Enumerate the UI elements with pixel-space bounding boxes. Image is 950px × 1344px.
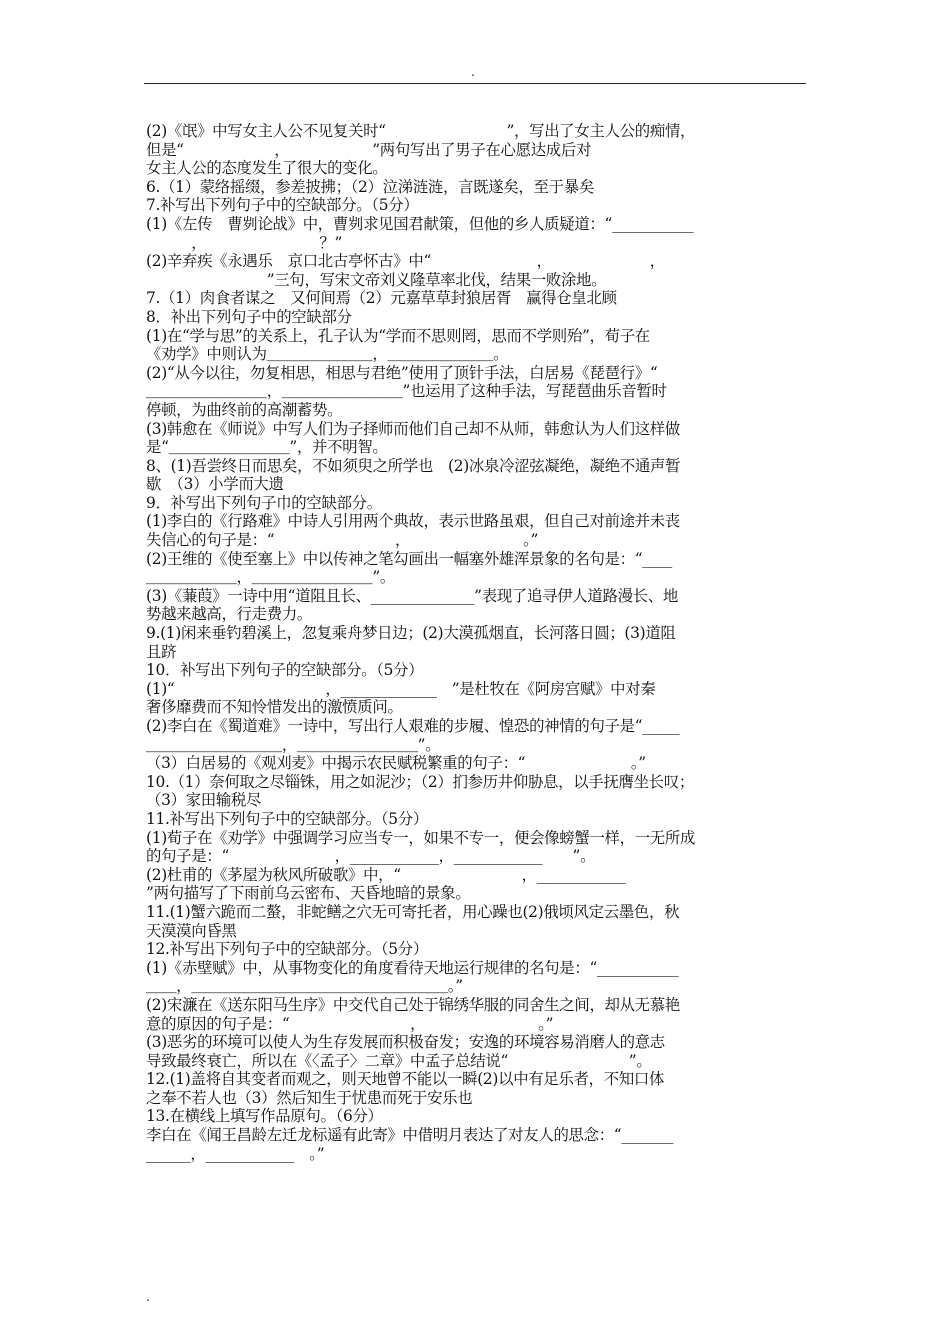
text-line: (2)杜甫的《茅屋为秋风所破歌》中，“ ，____________ [146, 865, 626, 884]
text-line: 10．补写出下列句子的空缺部分。（5分） [146, 661, 424, 680]
text-line: 但是“ ， ”两句写出了男子在心愿达成后对 [146, 140, 592, 159]
text-line: 11.(1)蟹六跪而二螯，非蛇鳝之穴无可寄托者，用心躁也(2)俄顷风定云墨色，秋 [146, 902, 680, 921]
text-line: 13.在横线上填写作品原句。（6分） [146, 1107, 383, 1126]
text-line: 之奉不若人也（3）然后知生于忧患而死于安乐也 [146, 1088, 473, 1107]
text-line: 的句子是：“ ，____________，____________ ”。 [146, 847, 596, 866]
text-line: 女主人公的态度发生了很大的变化。 [146, 159, 388, 178]
text-line: (2)宋濂在《送东阳马生序》中交代自己处于锦绣华服的同舍生之间，却从无慕艳 [146, 995, 680, 1014]
document-body [146, 122, 808, 1163]
text-line: (3)《蒹葭》一诗中用“道阻且长、______________”表现了追寻伊人道路漫长、地 [146, 586, 678, 605]
text-line: 停顿，为曲终前的高潮蓄势。 [146, 400, 343, 419]
text-line: 9．补写出下列句子巾的空缺部分。 [146, 493, 382, 512]
text-line: (3)恶劣的环境可以使人为生存发展而积极奋发；安逸的环境容易消磨人的意志 [146, 1033, 665, 1052]
text-line: ”三句，写宋文帝刘义隆草率北伐，结果一败涂地。 [146, 270, 607, 289]
text-line: (2)“从今以往，勿复相思，相思与君绝”使用了顶针手法，白居易《琵琶行》“ [146, 363, 658, 382]
text-line: 李白在《闻王昌龄左迁龙标遥有此寄》中借明月表达了对友人的思念：“_______ [146, 1126, 674, 1145]
text-line: （3）家田输税尽 [146, 791, 262, 810]
text-line: ＿＿＿＿＿＿，＿＿＿＿＿＿＿＿”。 [146, 568, 396, 587]
text-line: (1)在“学与思”的关系上，孔子认为“学而不思则罔，思而不学则殆”，荀子在 [146, 326, 650, 345]
text-line: 且跻 [146, 642, 177, 661]
footer-mark: . [146, 1290, 150, 1304]
text-line: ＿＿＿＿＿＿＿＿，＿＿＿＿＿＿＿＿”也运用了这种手法，写琵琶曲乐音暂时 [146, 382, 667, 401]
header-rule [144, 83, 806, 84]
text-line: (2)辛弃疾《永遇乐 京口北古亭怀古》中“ ， ， [146, 252, 665, 271]
text-line: ＿＿，＿＿＿＿＿＿＿＿＿＿＿＿＿＿＿＿＿。” [146, 977, 463, 996]
text-line: (1)“ ，_____________ ”是杜牧在《阿房宫赋》中对秦 [146, 679, 656, 698]
text-line: 歇 （3）小学而大遗 [146, 475, 284, 494]
text-line: 天漠漠向昏黑 [146, 921, 237, 940]
text-line: 11.补写出下列句子中的空缺部分。（5分） [146, 809, 428, 828]
text-line: (2)《氓》中写女主人公不见复关时“ ”，写出了女主人公的痴情， [146, 122, 696, 140]
text-line: 7.补写出下列句子中的空缺部分。（5分） [146, 196, 419, 215]
text-line: 《劝学》中则认为＿＿＿＿＿＿＿，＿＿＿＿＿＿＿。 [146, 345, 509, 364]
text-line: 是“＿＿＿＿＿＿＿＿”，并不明智。 [146, 438, 388, 457]
text-line: (3)韩愈在《师说》中写人们为子择师而他们自己却不从师，韩愈认为人们这样做 [146, 419, 680, 438]
text-line: 12.补写出下列句子中的空缺部分。（5分） [146, 940, 428, 959]
text-line: 12.(1)盖将自其变者而观之，则天地曾不能以一瞬(2)以中有足乐者，不知口体 [146, 1070, 665, 1089]
text-line: 7.（1）肉食者谋之 又何间焉（2）元嘉草草封狼居胥 赢得仓皇北顾 [146, 289, 617, 308]
text-line: 6.（1）蒙络摇缀，参差披拂；（2）泣涕涟涟，言既遂矣，至于暴矣 [146, 177, 594, 196]
text-line: 导致最终衰亡，所以在《〈孟子〉二章》中孟子总结说“ ”。 [146, 1051, 652, 1070]
text-line: ”两句描写了下雨前乌云密布、天昏地暗的景象。 [146, 884, 471, 903]
text-line: ＿＿＿＿＿＿＿＿＿，＿＿＿＿＿＿＿＿”。 [146, 735, 441, 754]
text-line: 8．补出下列句子中的空缺部分 [146, 307, 352, 326]
text-line: (1)李白的《行路难》中诗人引用两个典故，表示世路虽艰，但自己对前途并未丧 [146, 512, 680, 531]
text-line: 意的原因的句子是：“ ， 。” [146, 1014, 554, 1033]
text-line: （3）白居易的《观刈麦》中揭示农民赋税繁重的句子：“ 。” [146, 754, 646, 773]
text-line: 10.（1）奈何取之尽锱铢，用之如泥沙；（2）扪参历井仰胁息，以手抚膺坐长叹； [146, 772, 694, 791]
text-line: (2)李白在《蜀道难》一诗中，写出行人艰难的步履、惶恐的神情的句子是“_____ [146, 717, 680, 735]
text-line: 9.(1)闲来垂钓碧溪上，忽复乘舟梦日边；(2)大漠孤烟直，长河落日圆；(3)道阻 [146, 624, 676, 643]
header-mark: . [471, 65, 475, 79]
text-line: 失信心的句子是：“ ， 。” [146, 531, 539, 550]
text-line: (1)荀子在《劝学》中强调学习应当专一，如果不专一，便会像螃蟹一样，一无所成 [146, 828, 696, 847]
text-line: ， ？” [146, 233, 343, 252]
text-line: (1)《左传 曹刿论战》中，曹刿求见国君献策，但他的乡人质疑道：“___________ [146, 214, 694, 233]
text-line: 奢侈靡费而不知怜惜发出的激愤质问。 [146, 698, 403, 717]
text-line: (2)王维的《使至塞上》中以传神之笔勾画出一幅塞外雄浑景象的名句是：“____ [146, 549, 672, 568]
text-line: (1)《赤壁赋》中，从事物变化的角度看待天地运行规律的名句是：“___________ [146, 958, 679, 977]
text-line: 势越来越高，行走费力。 [146, 605, 312, 624]
text-line: ______，____________ 。” [146, 1144, 325, 1163]
text-line: 8、(1)吾尝终日而思矣，不如须臾之所学也 (2)冰泉冷涩弦凝绝，凝绝不通声暂 [146, 456, 681, 475]
